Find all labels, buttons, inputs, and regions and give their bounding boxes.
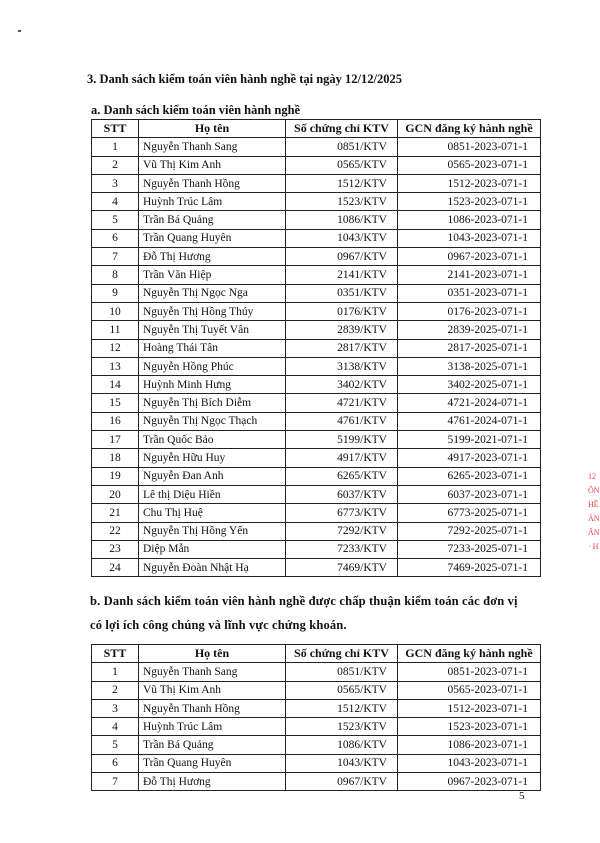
- cell-gcn: 7292-2025-071-1: [398, 522, 541, 540]
- table-row: [92, 449, 541, 467]
- cell-cert: 1523/KTV: [286, 718, 398, 736]
- cell-gcn: 1512-2023-071-1: [398, 174, 541, 192]
- table-row: [92, 754, 541, 772]
- cell-cert: 0565/KTV: [286, 156, 398, 174]
- table-row: [92, 559, 541, 577]
- cell-stt: 7: [92, 248, 139, 266]
- cell-gcn: 7469-2025-071-1: [398, 559, 541, 577]
- cell-gcn: 0967-2023-071-1: [398, 248, 541, 266]
- cell-gcn: 2839-2025-071-1: [398, 321, 541, 339]
- cell-name: Huỳnh Minh Hưng: [139, 376, 286, 394]
- cell-cert: 1086/KTV: [286, 211, 398, 229]
- cell-cert: 2141/KTV: [286, 266, 398, 284]
- cell-stt: 12: [92, 339, 139, 357]
- cell-stt: 4: [92, 718, 139, 736]
- header-cert: Số chứng chỉ KTV: [286, 645, 398, 663]
- table-row: [92, 248, 541, 266]
- cell-cert: 4721/KTV: [286, 394, 398, 412]
- cell-stt: 17: [92, 431, 139, 449]
- cell-stt: 8: [92, 266, 139, 284]
- cell-name: Vũ Thị Kim Anh: [139, 156, 286, 174]
- cell-name: Nguyễn Đoàn Nhật Hạ: [139, 559, 286, 577]
- cell-stt: 14: [92, 376, 139, 394]
- cell-gcn: 4761-2024-071-1: [398, 412, 541, 430]
- cell-stt: 3: [92, 699, 139, 717]
- cell-cert: 6265/KTV: [286, 467, 398, 485]
- cell-cert: 1043/KTV: [286, 754, 398, 772]
- cell-gcn: 0967-2023-071-1: [398, 773, 541, 791]
- table-row: [92, 321, 541, 339]
- cell-stt: 1: [92, 138, 139, 156]
- table-header-row: [92, 645, 541, 663]
- cell-stt: 2: [92, 681, 139, 699]
- cell-gcn: 4917-2023-071-1: [398, 449, 541, 467]
- table-row: [92, 156, 541, 174]
- cell-cert: 2817/KTV: [286, 339, 398, 357]
- cell-cert: 0176/KTV: [286, 302, 398, 320]
- red-stamp-fragment: [588, 470, 600, 580]
- header-name: Họ tên: [139, 120, 286, 138]
- cell-name: Trần Quốc Bảo: [139, 431, 286, 449]
- cell-name: Nguyễn Đan Anh: [139, 467, 286, 485]
- subsection-b-title: b. Danh sách kiểm toán viên hành nghề được chấp thuận kiểm toán các đơn vị có lợi ích công chúng và lĩnh vực chứng khoán.: [90, 594, 518, 632]
- cell-gcn: 3402-2025-071-1: [398, 376, 541, 394]
- table-row: [92, 504, 541, 522]
- header-cert: Số chứng chỉ KTV: [286, 120, 398, 138]
- header-name: Họ tên: [139, 645, 286, 663]
- cell-name: Nguyễn Thanh Sang: [139, 663, 286, 681]
- cell-cert: 1086/KTV: [286, 736, 398, 754]
- stamp-text: 12: [588, 472, 596, 481]
- cell-stt: 4: [92, 193, 139, 211]
- cell-gcn: 0851-2023-071-1: [398, 663, 541, 681]
- cell-gcn: 1086-2023-071-1: [398, 211, 541, 229]
- auditor-table-a: [91, 119, 541, 577]
- cell-name: Nguyễn Thị Ngọc Thạch: [139, 412, 286, 430]
- stamp-text: ÁN: [588, 514, 600, 523]
- cell-stt: 15: [92, 394, 139, 412]
- table-row: [92, 138, 541, 156]
- auditor-table-b: [91, 644, 541, 791]
- cell-cert: 0851/KTV: [286, 663, 398, 681]
- stamp-text: ẨN: [588, 528, 600, 537]
- cell-stt: 21: [92, 504, 139, 522]
- cell-stt: 20: [92, 485, 139, 503]
- cell-name: Trần Quang Huyên: [139, 754, 286, 772]
- cell-cert: 1043/KTV: [286, 229, 398, 247]
- cell-name: Trần Quang Huyên: [139, 229, 286, 247]
- stamp-text: HỀ: [588, 500, 599, 509]
- table-row: [92, 284, 541, 302]
- cell-stt: 5: [92, 736, 139, 754]
- table-row: [92, 485, 541, 503]
- cell-cert: 1512/KTV: [286, 174, 398, 192]
- cell-gcn: 3138-2025-071-1: [398, 357, 541, 375]
- cell-cert: 0851/KTV: [286, 138, 398, 156]
- cell-name: Đỗ Thị Hương: [139, 773, 286, 791]
- cell-cert: 7233/KTV: [286, 540, 398, 558]
- subsection-a-title: a. Danh sách kiểm toán viên hành nghề: [91, 103, 301, 117]
- cell-gcn: 2817-2025-071-1: [398, 339, 541, 357]
- cell-name: Huỳnh Trúc Lâm: [139, 193, 286, 211]
- cell-cert: 4917/KTV: [286, 449, 398, 467]
- table-row: [92, 229, 541, 247]
- table-row: [92, 718, 541, 736]
- cell-name: Vũ Thị Kim Anh: [139, 681, 286, 699]
- cell-name: Nguyễn Thị Hồng Thúy: [139, 302, 286, 320]
- cell-cert: 3402/KTV: [286, 376, 398, 394]
- header-stt: STT: [92, 120, 139, 138]
- cell-name: Nguyễn Thị Tuyết Vân: [139, 321, 286, 339]
- cell-stt: 13: [92, 357, 139, 375]
- cell-name: Nguyễn Thị Hồng Yến: [139, 522, 286, 540]
- cell-cert: 1512/KTV: [286, 699, 398, 717]
- cell-name: Nguyễn Thanh Hồng: [139, 699, 286, 717]
- cell-gcn: 1043-2023-071-1: [398, 229, 541, 247]
- cell-cert: 0351/KTV: [286, 284, 398, 302]
- cell-stt: 6: [92, 229, 139, 247]
- cell-name: Trần Bá Quảng: [139, 211, 286, 229]
- cell-gcn: 1523-2023-071-1: [398, 718, 541, 736]
- cell-stt: 2: [92, 156, 139, 174]
- cell-stt: 23: [92, 540, 139, 558]
- cell-stt: 10: [92, 302, 139, 320]
- table-row: [92, 540, 541, 558]
- table-row: [92, 394, 541, 412]
- cell-name: Nguyễn Hồng Phúc: [139, 357, 286, 375]
- table-row: [92, 663, 541, 681]
- cell-name: Trần Văn Hiệp: [139, 266, 286, 284]
- cell-name: Đỗ Thị Hương: [139, 248, 286, 266]
- cell-stt: 24: [92, 559, 139, 577]
- cell-gcn: 0565-2023-071-1: [398, 681, 541, 699]
- stamp-text: · H: [588, 542, 599, 551]
- cell-name: Huỳnh Trúc Lâm: [139, 718, 286, 736]
- cell-gcn: 1043-2023-071-1: [398, 754, 541, 772]
- table-row: [92, 467, 541, 485]
- cell-stt: 5: [92, 211, 139, 229]
- cell-gcn: 6037-2023-071-1: [398, 485, 541, 503]
- cell-stt: 6: [92, 754, 139, 772]
- cell-cert: 5199/KTV: [286, 431, 398, 449]
- cell-gcn: 7233-2025-071-1: [398, 540, 541, 558]
- scan-mark: [18, 30, 21, 32]
- cell-gcn: 6265-2023-071-1: [398, 467, 541, 485]
- table-row: [92, 193, 541, 211]
- table-row: [92, 522, 541, 540]
- table-row: [92, 736, 541, 754]
- table-row: [92, 412, 541, 430]
- table-row: [92, 376, 541, 394]
- table-row: [92, 431, 541, 449]
- cell-gcn: 2141-2023-071-1: [398, 266, 541, 284]
- cell-gcn: 1523-2023-071-1: [398, 193, 541, 211]
- cell-cert: 7292/KTV: [286, 522, 398, 540]
- cell-cert: 3138/KTV: [286, 357, 398, 375]
- cell-gcn: 5199-2021-071-1: [398, 431, 541, 449]
- cell-name: Trần Bá Quảng: [139, 736, 286, 754]
- cell-name: Hoàng Thái Tân: [139, 339, 286, 357]
- cell-stt: 1: [92, 663, 139, 681]
- cell-stt: 11: [92, 321, 139, 339]
- cell-cert: 1523/KTV: [286, 193, 398, 211]
- table-row: [92, 211, 541, 229]
- cell-name: Nguyễn Thị Ngọc Nga: [139, 284, 286, 302]
- cell-stt: 16: [92, 412, 139, 430]
- table-row: [92, 339, 541, 357]
- table-row: [92, 773, 541, 791]
- cell-cert: 4761/KTV: [286, 412, 398, 430]
- cell-name: Nguyễn Thanh Sang: [139, 138, 286, 156]
- cell-cert: 6037/KTV: [286, 485, 398, 503]
- cell-stt: 18: [92, 449, 139, 467]
- cell-gcn: 0351-2023-071-1: [398, 284, 541, 302]
- cell-gcn: 0176-2023-071-1: [398, 302, 541, 320]
- table-row: [92, 302, 541, 320]
- cell-gcn: 0851-2023-071-1: [398, 138, 541, 156]
- section-title: 3. Danh sách kiểm toán viên hành nghề tại ngày 12/12/2025: [87, 72, 402, 86]
- cell-stt: 3: [92, 174, 139, 192]
- cell-gcn: 4721-2024-071-1: [398, 394, 541, 412]
- cell-name: Chu Thị Huệ: [139, 504, 286, 522]
- cell-gcn: 0565-2023-071-1: [398, 156, 541, 174]
- page-number: 5: [519, 790, 525, 802]
- cell-name: Lê thị Diệu Hiền: [139, 485, 286, 503]
- header-stt: STT: [92, 645, 139, 663]
- cell-stt: 9: [92, 284, 139, 302]
- table-row: [92, 681, 541, 699]
- cell-cert: 0967/KTV: [286, 773, 398, 791]
- cell-stt: 22: [92, 522, 139, 540]
- cell-cert: 7469/KTV: [286, 559, 398, 577]
- cell-cert: 2839/KTV: [286, 321, 398, 339]
- table-header-row: [92, 120, 541, 138]
- cell-name: Nguyễn Thanh Hồng: [139, 174, 286, 192]
- table-row: [92, 357, 541, 375]
- cell-stt: 7: [92, 773, 139, 791]
- cell-name: Diệp Mẫn: [139, 540, 286, 558]
- cell-gcn: 1512-2023-071-1: [398, 699, 541, 717]
- cell-cert: 0565/KTV: [286, 681, 398, 699]
- header-gcn: GCN đăng ký hành nghề: [398, 120, 541, 138]
- cell-cert: 0967/KTV: [286, 248, 398, 266]
- table-row: [92, 699, 541, 717]
- table-row: [92, 266, 541, 284]
- cell-stt: 19: [92, 467, 139, 485]
- table-row: [92, 174, 541, 192]
- stamp-text: ÔN: [588, 486, 600, 495]
- cell-name: Nguyễn Hữu Huy: [139, 449, 286, 467]
- cell-name: Nguyễn Thị Bích Diễm: [139, 394, 286, 412]
- cell-gcn: 6773-2025-071-1: [398, 504, 541, 522]
- header-gcn: GCN đăng ký hành nghề: [398, 645, 541, 663]
- cell-cert: 6773/KTV: [286, 504, 398, 522]
- cell-gcn: 1086-2023-071-1: [398, 736, 541, 754]
